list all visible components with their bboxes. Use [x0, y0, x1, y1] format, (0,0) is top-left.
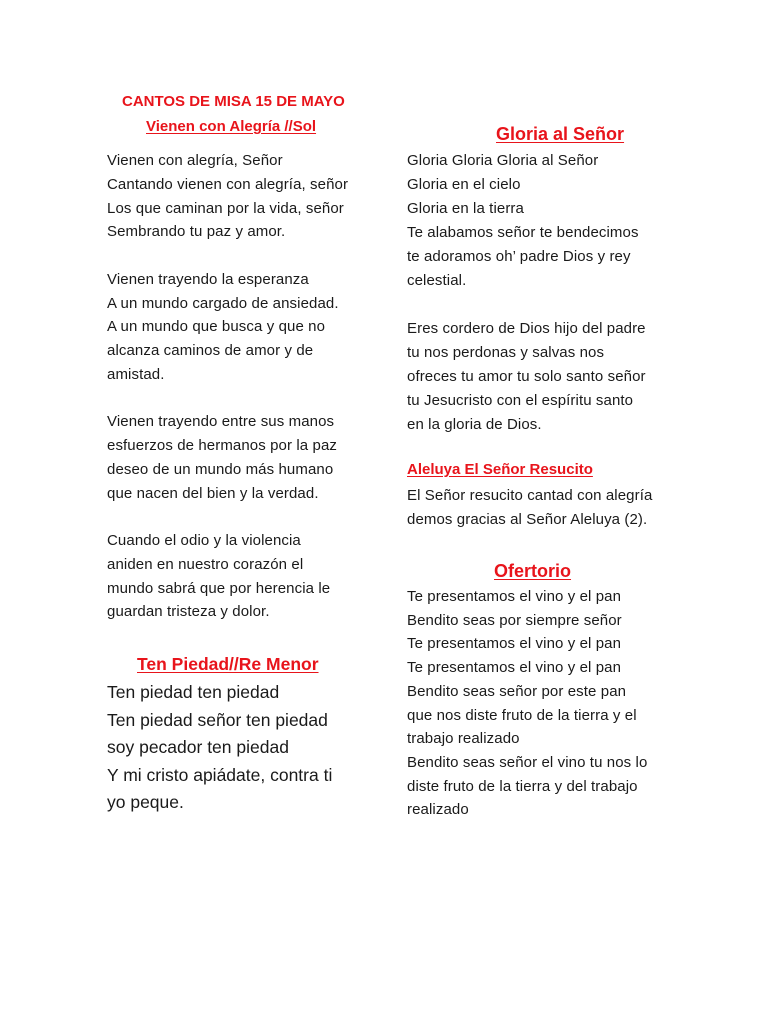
lyric-line: Gloria en el cielo — [407, 176, 521, 193]
lyric-line: Cantando vienen con alegría, señor — [107, 175, 349, 193]
lyric-line: Ten piedad ten piedad — [107, 682, 280, 702]
lyric-line: Bendito seas señor el vino tu nos lo — [407, 753, 648, 771]
lyric-line: que nos diste fruto de la tierra y el — [407, 706, 637, 724]
lyric-line: guardan tristeza y dolor. — [107, 603, 270, 621]
lyric-line: Vienen con alegría, Señor — [107, 152, 283, 169]
song-title-ten-piedad: Ten Piedad//Re Menor — [137, 654, 319, 674]
lyric-line: alcanza caminos de amor y de — [107, 342, 314, 359]
lyric-line: tu Jesucristo con el espíritu santo — [407, 392, 634, 409]
lyric-line: tu nos perdonas y salvas nos — [407, 344, 605, 361]
lyric-line: ofreces tu amor tu solo santo señor — [407, 368, 646, 385]
lyric-line: diste fruto de la tierra y del trabajo — [407, 777, 638, 795]
lyric-line: mundo sabrá que por herencia le — [107, 579, 331, 597]
lyric-line: que nacen del bien y la verdad. — [107, 484, 319, 502]
song-title-vienen: Vienen con Alegría //Sol — [146, 118, 317, 135]
lyric-line: deseo de un mundo más humano — [107, 460, 334, 478]
lyric-line: Cuando el odio y la violencia — [107, 532, 301, 549]
lyric-line: A un mundo cargado de ansiedad. — [107, 294, 339, 312]
lyric-line: celestial. — [407, 272, 467, 289]
lyric-line: realizado — [407, 801, 469, 819]
lyric-line: en la gloria de Dios. — [407, 416, 542, 433]
lyric-line: Gloria Gloria Gloria al Señor — [407, 152, 599, 169]
lyric-line: Sembrando tu paz y amor. — [107, 223, 286, 241]
lyric-line: aniden en nuestro corazón el — [107, 555, 304, 573]
lyric-line: Y mi cristo apiádate, contra ti — [107, 764, 333, 785]
lyric-line: Los que caminan por la vida, señor — [107, 199, 344, 217]
lyric-line: trabajo realizado — [407, 730, 520, 748]
lyric-line: soy pecador ten piedad — [107, 737, 289, 757]
lyric-line: Ten piedad señor ten piedad — [107, 709, 328, 730]
lyric-line: demos gracias al Señor Aleluya (2). — [407, 511, 648, 528]
song-title-gloria: Gloria al Señor — [496, 124, 625, 144]
lyric-line: Vienen trayendo entre sus manos — [107, 413, 335, 431]
document-title: CANTOS DE MISA 15 DE MAYO — [122, 93, 345, 110]
lyric-line: Vienen trayendo la esperanza — [107, 270, 309, 288]
lyric-line: Bendito seas por siempre señor — [407, 611, 622, 629]
lyric-line: yo peque. — [107, 792, 184, 812]
lyric-line: El Señor resucito cantad con alegría — [407, 487, 653, 504]
lyric-line: Gloria en la tierra — [407, 200, 524, 217]
lyric-line: Eres cordero de Dios hijo del padre — [407, 320, 646, 337]
lyric-line: A un mundo que busca y que no — [107, 318, 326, 336]
lyric-line: Te presentamos el vino y el pan — [407, 659, 622, 677]
lyric-line: Te alabamos señor te bendecimos — [407, 224, 639, 241]
lyric-line: Bendito seas señor por este pan — [407, 682, 627, 700]
lyric-line: esfuerzos de hermanos por la paz — [107, 437, 337, 454]
lyric-line: amistad. — [107, 365, 165, 383]
song-title-aleluya: Aleluya El Señor Resucito — [407, 461, 593, 478]
lyric-line: Te presentamos el vino y el pan — [407, 635, 622, 653]
song-title-ofertorio: Ofertorio — [494, 561, 572, 581]
lyric-line: te adoramos oh’ padre Dios y rey — [407, 248, 631, 265]
lyric-line: Te presentamos el vino y el pan — [407, 588, 622, 605]
